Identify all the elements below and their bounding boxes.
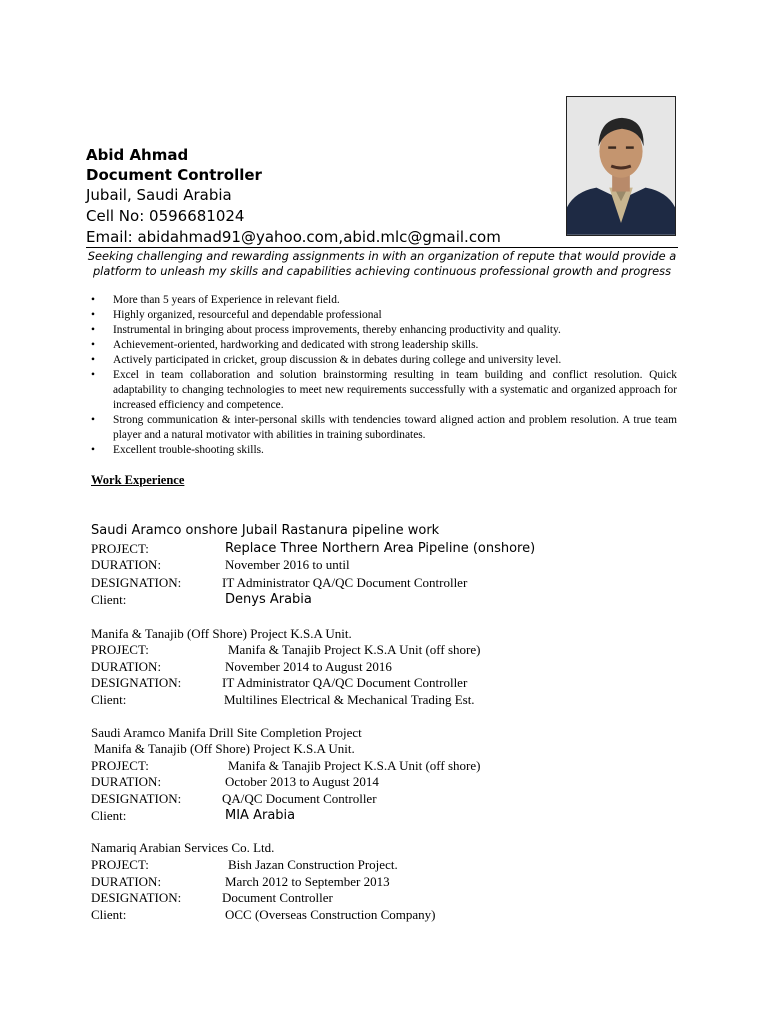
- client-label: Client:: [91, 692, 127, 707]
- job-project: Manifa & Tanajib Project K.S.A Unit (off shore): [228, 642, 481, 657]
- job-client: Denys Arabia: [225, 592, 312, 607]
- job-client: MIA Arabia: [225, 808, 296, 823]
- highlight-item: • Actively participated in cricket, group discussion & in debates during college and university level.: [91, 353, 677, 368]
- highlight-item: • Excellent trouble-shooting skills.: [91, 443, 677, 458]
- location: Jubail, Saudi Arabia: [86, 186, 232, 204]
- job-client: OCC (Overseas Construction Company): [225, 907, 436, 922]
- highlights-list: [91, 293, 677, 458]
- job-title: Document Controller: [86, 166, 262, 184]
- person-portrait-icon: [567, 97, 675, 235]
- highlight-item: • Strong communication & inter-personal skills with tendencies toward aligned action and problem resolution. A true team player and a natural motivator with abilities in training subordinates.: [91, 413, 677, 443]
- job-project: Replace Three Northern Area Pipeline (onshore): [225, 541, 536, 556]
- duration-label: DURATION:: [91, 659, 162, 674]
- highlight-item: • Highly organized, resourceful and dependable professional: [91, 308, 677, 323]
- profile-photo: [566, 96, 676, 236]
- project-label: PROJECT:: [91, 642, 149, 657]
- job-duration: November 2016 to until: [225, 557, 350, 572]
- candidate-name: Abid Ahmad: [86, 146, 189, 164]
- job-company: Saudi Aramco onshore Jubail Rastanura pipeline work: [91, 523, 440, 538]
- job-project: Manifa & Tanajib Project K.S.A Unit (off shore): [228, 758, 481, 773]
- job-designation: IT Administrator QA/QC Document Controller: [222, 675, 468, 690]
- designation-label: DESIGNATION:: [91, 575, 182, 590]
- highlight-item: • More than 5 years of Experience in relevant field.: [91, 293, 677, 308]
- job-designation: IT Administrator QA/QC Document Controller: [222, 575, 468, 590]
- project-label: PROJECT:: [91, 758, 149, 773]
- client-label: Client:: [91, 592, 127, 607]
- designation-label: DESIGNATION:: [91, 675, 182, 690]
- job-project: Bish Jazan Construction Project.: [228, 857, 398, 872]
- job-company-detail: Manifa & Tanajib (Off Shore) Project K.S.A Unit.: [94, 741, 355, 756]
- job-duration: October 2013 to August 2014: [225, 774, 379, 789]
- client-label: Client:: [91, 808, 127, 823]
- duration-label: DURATION:: [91, 774, 162, 789]
- duration-label: DURATION:: [91, 874, 162, 889]
- project-label: PROJECT:: [91, 541, 149, 556]
- job-company: Saudi Aramco Manifa Drill Site Completion Project: [91, 725, 362, 740]
- project-label: PROJECT:: [91, 857, 149, 872]
- highlight-item: • Achievement-oriented, hardworking and dedicated with strong leadership skills.: [91, 338, 677, 353]
- phone-number: Cell No: 0596681024: [86, 207, 245, 225]
- designation-label: DESIGNATION:: [91, 890, 182, 905]
- job-duration: November 2014 to August 2016: [225, 659, 392, 674]
- job-duration: March 2012 to September 2013: [225, 874, 390, 889]
- job-client: Multilines Electrical & Mechanical Trading Est.: [224, 692, 475, 707]
- job-company: Namariq Arabian Services Co. Ltd.: [91, 840, 275, 855]
- work-experience-heading: Work Experience: [91, 473, 185, 487]
- career-objective: Seeking challenging and rewarding assignments in with an organization of repute that would provide a platform to unleash my skills and capabilities achieving continuous professional growth and progress: [87, 249, 677, 278]
- client-label: Client:: [91, 907, 127, 922]
- highlight-item: • Instrumental in bringing about process improvements, thereby enhancing productivity and quality.: [91, 323, 677, 338]
- highlight-item: • Excel in team collaboration and solution brainstorming resulting in team building and conflict resolution. Quick adaptability to changing technologies to meet new requirements successfully with a systematic and organized approach for increased efficiency and competence.: [91, 368, 677, 413]
- duration-label: DURATION:: [91, 557, 162, 572]
- header-divider: [86, 247, 678, 248]
- job-designation: Document Controller: [222, 890, 333, 905]
- email-address: Email: abidahmad91@yahoo.com,abid.mlc@gmail.com: [86, 228, 501, 246]
- designation-label: DESIGNATION:: [91, 791, 182, 806]
- job-designation: QA/QC Document Controller: [222, 791, 377, 806]
- job-company: Manifa & Tanajib (Off Shore) Project K.S.A Unit.: [91, 626, 352, 641]
